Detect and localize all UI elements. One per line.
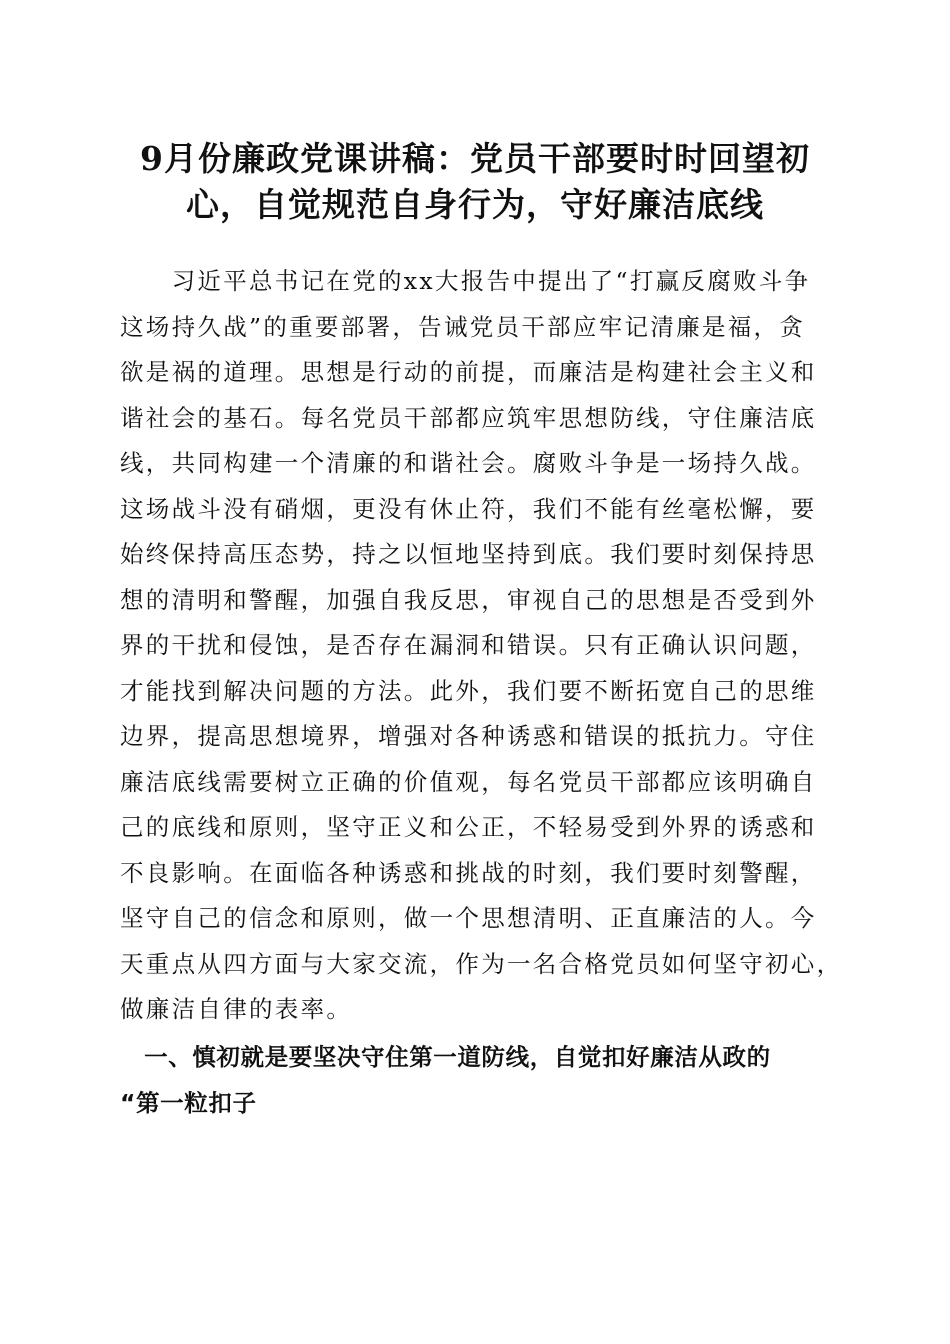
paragraph-line: 习近平总书记在党的xx大报告中提出了“打赢反腐败斗争 bbox=[120, 267, 811, 295]
paragraph-line: 这场持久战”的重要部署，告诫党员干部应牢记清廉是福，贪 bbox=[120, 312, 806, 341]
paragraph-line: 才能找到解决问题的方法。此外，我们要不断拓宽自己的思维 bbox=[120, 676, 817, 705]
title-line: 心，自觉规范自身行为，守好廉洁底线 bbox=[186, 185, 764, 224]
paragraph-line: 做廉洁自律的表率。 bbox=[120, 995, 353, 1023]
document-title bbox=[110, 136, 840, 228]
paragraph-line: 这场战斗没有硝烟，更没有休止符，我们不能有丝毫松懈，要 bbox=[120, 494, 817, 523]
paragraph-line: 坚守自己的信念和原则，做一个思想清明、正直廉洁的人。今 bbox=[120, 904, 817, 932]
paragraph-line: 己的底线和原则，坚守正义和公正，不轻易受到外界的诱惑和 bbox=[120, 813, 817, 841]
paragraph-line: 欲是祸的道理。思想是行动的前提，而廉洁是构建社会主义和 bbox=[120, 358, 817, 386]
paragraph-line: 天重点从四方面与大家交流，作为一名合格党员如何坚守初心， bbox=[120, 949, 843, 978]
paragraph-line: 线，共同构建一个清廉的和谐社会。腐败斗争是一场持久战。 bbox=[120, 449, 817, 477]
section-heading-line: 一、慎初就是要坚决守住第一道防线，自觉扣好廉洁从政的 bbox=[120, 1043, 771, 1071]
section-heading bbox=[120, 1034, 838, 1126]
paragraph-line: 想的清明和警醒，加强自我反思，审视自己的思想是否受到外 bbox=[120, 585, 817, 614]
paragraph-line: 始终保持高压态势，持之以恒地坚持到底。我们要时刻保持思 bbox=[120, 540, 817, 568]
paragraph-line: 廉洁底线需要树立正确的价值观，每名党员干部都应该明确自 bbox=[120, 767, 817, 796]
section-heading-line: “第一粒扣子 bbox=[120, 1089, 257, 1117]
paragraph-line: 边界，提高思想境界，增强对各种诱惑和错误的抵抗力。守住 bbox=[120, 722, 817, 750]
paragraph-line: 不良影响。在面临各种诱惑和挑战的时刻，我们要时刻警醒， bbox=[120, 858, 817, 887]
body-paragraph bbox=[120, 259, 843, 1033]
paragraph-line: 界的干扰和侵蚀，是否存在漏洞和错误。只有正确认识问题， bbox=[120, 631, 817, 659]
paragraph-line: 谐社会的基石。每名党员干部都应筑牢思想防线，守住廉洁底 bbox=[120, 403, 817, 432]
title-line: 9月份廉政党课讲稿：党员干部要时时回望初 bbox=[140, 139, 810, 178]
